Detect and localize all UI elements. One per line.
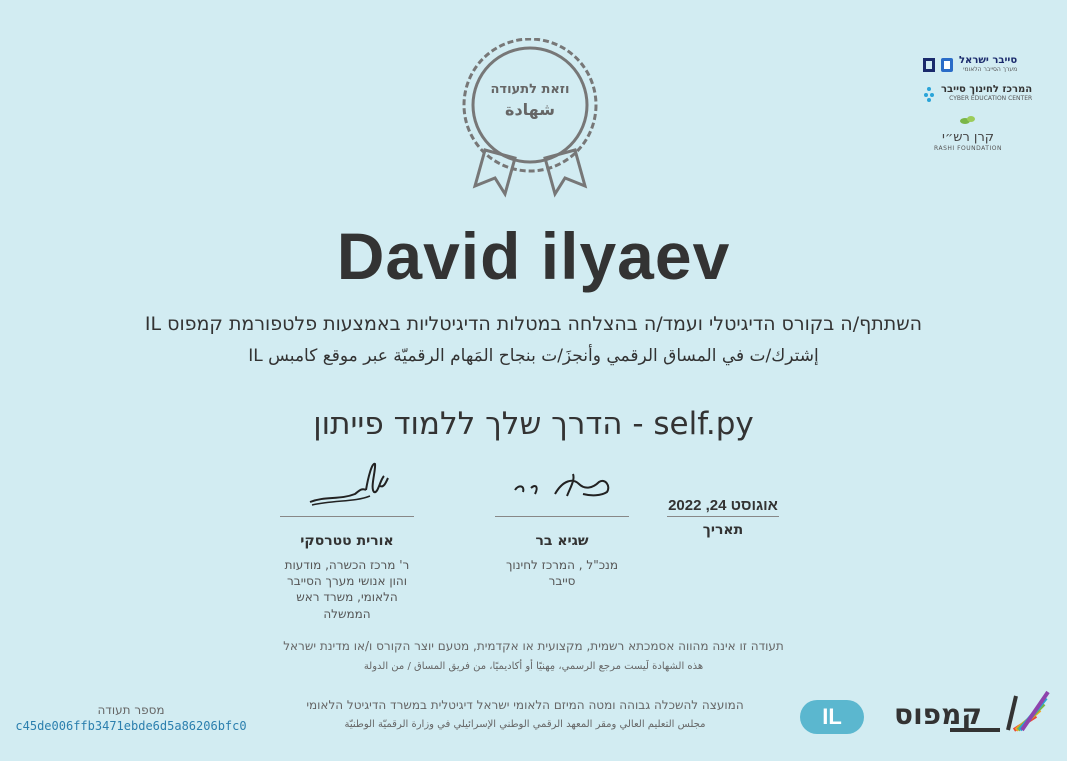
cyber-israel-title: סייבר ישראל [959, 55, 1018, 66]
cyber-israel-icon [941, 58, 953, 72]
campus-logo-badge: IL [822, 704, 842, 729]
signature-2 [495, 450, 629, 517]
cyber-edu-icon [923, 86, 935, 102]
campus-logo-text: קמפוס [894, 698, 982, 731]
certificate-id-label: מספר תעודה [97, 703, 165, 717]
course-title: self.py - הדרך שלך ללמוד פייתון [313, 406, 754, 442]
date-value: אוגוסט 24, 2022 [667, 497, 779, 517]
seal-text-arabic: شهادة [505, 100, 555, 119]
signatory-1 [280, 450, 414, 622]
signatory-2-title: מנכ"ל , המרכז לחינוך סייבר [505, 558, 619, 589]
certificate-seal [455, 38, 605, 198]
description-arabic: إشترك/ت في المساق الرقمي وأنجزَ/ت بنجاح المَهام الرقميّة عبر موقع كامبس IL [248, 346, 819, 366]
certificate-id-value[interactable]: c45de006ffb3471ebde6d5a86206bfc0 [15, 719, 247, 733]
rashi-foundation-logo [923, 114, 1043, 152]
emblem-icon [923, 58, 935, 72]
leaf-icon [960, 114, 976, 126]
signature-1 [280, 450, 414, 517]
rashi-title: קרן רש״י [941, 130, 995, 146]
disclaimer-arabic: هذه الشهادة لَيست مرجع الرسمي، مِهنيًا أو أكاديميًا، من فريق المساق / من الدولة [363, 661, 704, 672]
recipient-name: David ilyaev [336, 219, 731, 293]
certificate-id-block [6, 703, 256, 733]
sponsor-logos [923, 56, 1043, 152]
disclaimer-hebrew: תעודה זו אינה מהווה אסמכתא רשמית, מקצועית או אקדמית, מטעם יוצר הקורס ו/או מדינת ישראל [283, 639, 784, 653]
signatory-2 [495, 450, 629, 589]
council-hebrew: המועצה להשכלה גבוהה ומטה המיזם הלאומי ישראל דיגיטלית במשרד הדיגיטל הלאומי [306, 698, 744, 712]
signature-image [280, 450, 414, 516]
cyber-edu-sub: CYBER EDUCATION CENTER [949, 94, 1033, 102]
signatory-1-title: ר' מרכז הכשרה, מודעות והון אנושי מערך הסייבר הלאומי, משרד ראש הממשלה [284, 558, 410, 621]
description-hebrew: השתתף/ה בקורס הדיגיטלי ועמד/ה בהצלחה במטלות הדיגיטליות באמצעות פלטפורמת קמפוס IL [144, 313, 923, 335]
cyber-israel-sub: מערך הסייבר הלאומי [963, 65, 1018, 73]
signatory-2-name: שגיא בר [535, 533, 589, 549]
rashi-sub: RASHI FOUNDATION [934, 145, 1002, 153]
cyber-edu-title: המרכז לחינוך סייבר [941, 84, 1033, 96]
date-label: תאריך [702, 522, 744, 538]
cyber-israel-logo [923, 56, 1043, 73]
cyber-education-logo [923, 85, 1043, 102]
seal-text-hebrew: וזאת לתעודה [490, 82, 570, 97]
campus-il-logo [800, 688, 1050, 738]
signature-image [495, 450, 629, 516]
date-block [667, 497, 779, 538]
signatory-1-name: אורית טטרסקי [300, 533, 394, 549]
council-arabic: مجلس التعليم العالي ومقر المعهد الرقمي الوطني الإسرائيلي في وزارة الرقميّة الوطنيّة [344, 719, 706, 730]
